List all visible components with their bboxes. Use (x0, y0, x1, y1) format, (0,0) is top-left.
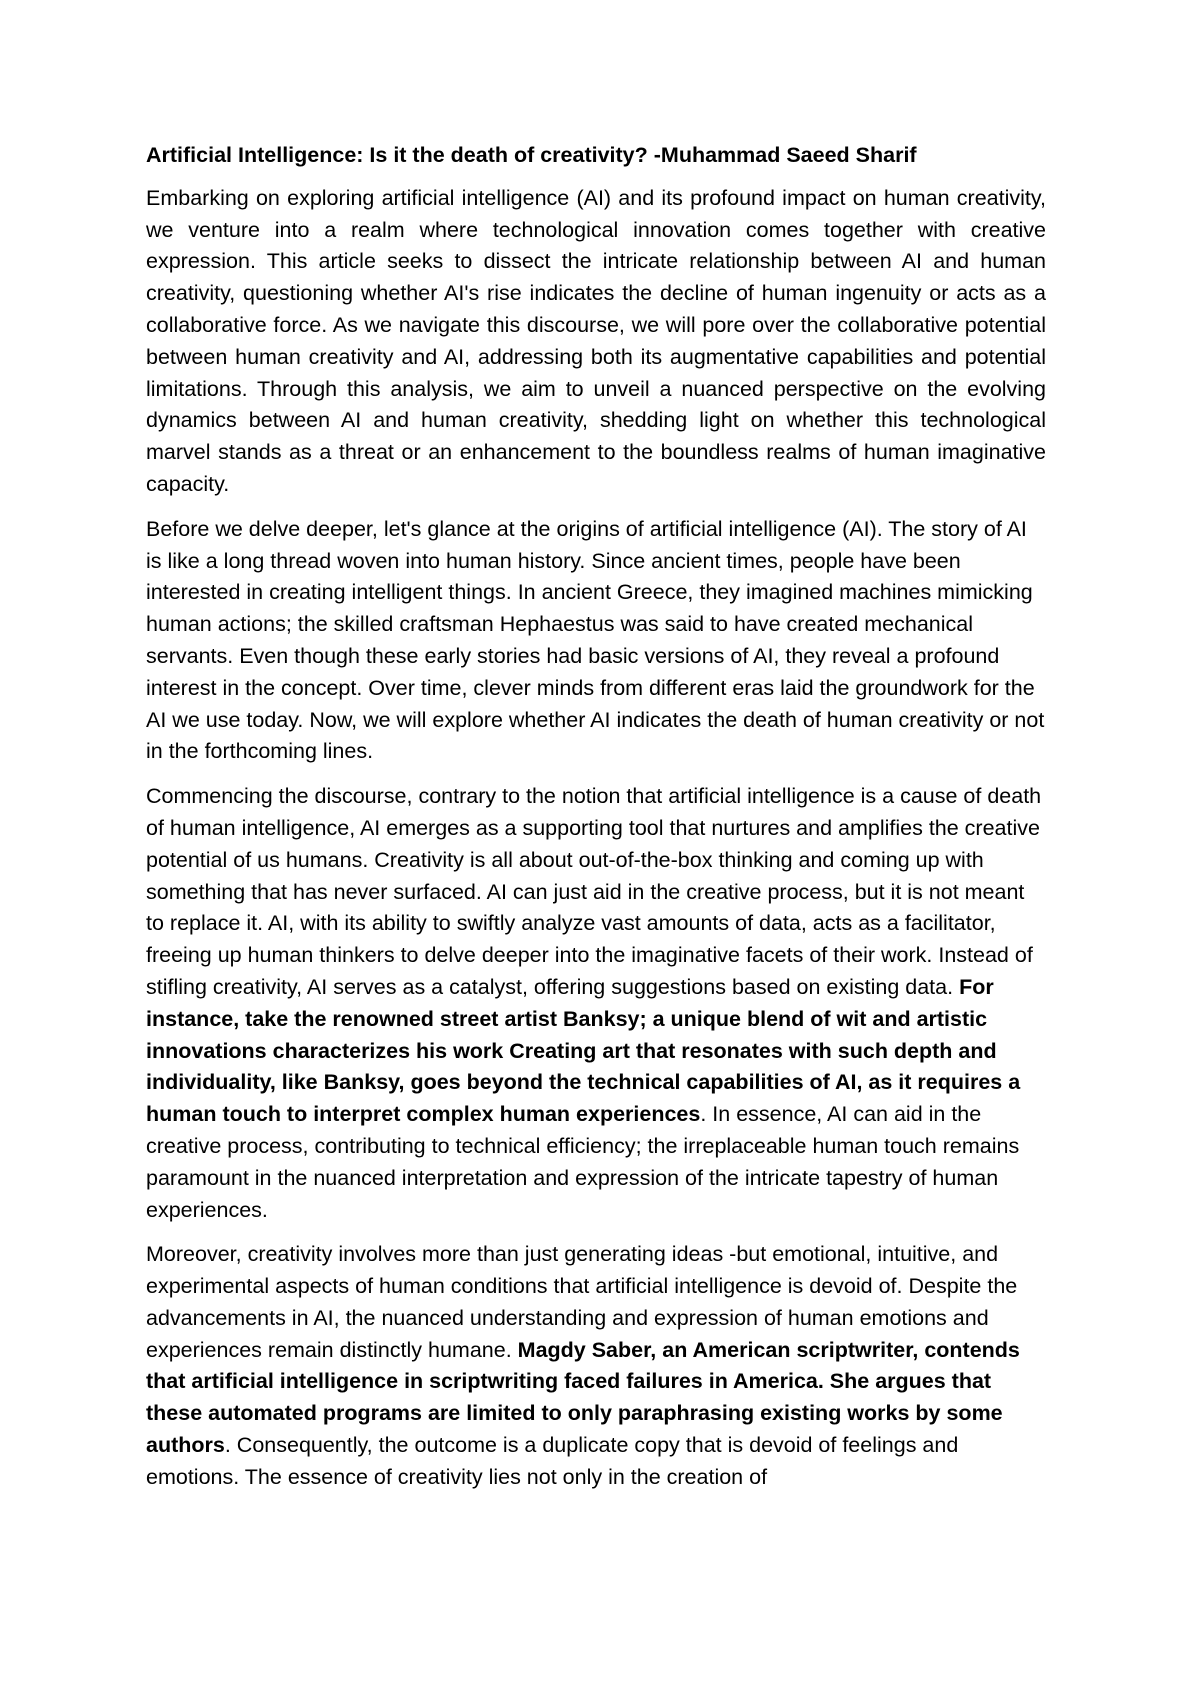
magdy-saber-emphasis: Magdy Saber, an American scriptwriter, contends that artificial intelligence in scriptwriting faced failures in America. She argues that these automated programs are limited to only paraphrasing existing works by some authors (146, 1337, 1020, 1458)
paragraph-origins: Before we delve deeper, let's glance at the origins of artificial intelligence (AI). The story of AI is like a long thread woven into human history. Since ancient times, people have been interested in creating intelligent things. In ancient Greece, they imagined machines mimicking human actions; the skilled craftsman Hephaestus was said to have created mechanical servants. Even though these early stories had basic versions of AI, they reveal a profound interest in the concept. Over time, clever minds from different eras laid the groundwork for the AI we use today. Now, we will explore whether AI indicates the death of human creativity or not in the forthcoming lines. (146, 516, 1045, 764)
paragraph-emotional-aspects-conclusion: . Consequently, the outcome is a duplicate copy that is devoid of feelings and emotions. The essence of creativity lies not only in the creation of (146, 1433, 959, 1489)
paragraph-supporting-tool (146, 781, 1046, 1226)
paragraph-supporting-tool-conclusion: . In essence, AI can aid in the creative process, contributing to technical efficiency; the irreplaceable human touch remains paramount in the nuanced interpretation and expression of the intricate tapestry of human experiences. (146, 1102, 1020, 1222)
paragraph-supporting-tool-text: Commencing the discourse, contrary to the notion that artificial intelligence is a cause of death of human intelligence, AI emerges as a supporting tool that nurtures and amplifies the creative potential of us humans. Creativity is all about out-of-the-box thinking and coming up with something that has never surfaced. AI can just aid in the creative process, but it is not meant to replace it. AI, with its ability to swiftly analyze vast amounts of data, acts as a facilitator, freeing up human thinkers to delve deeper into the imaginative facets of their work. Instead of stifling creativity, AI serves as a catalyst, offering suggestions based on existing data. (146, 784, 1042, 999)
banksy-example-emphasis: For instance, take the renowned street artist Banksy; a unique blend of wit and artistic innovations characterizes his work Creating art that resonates with such depth and individuality, like Banksy, goes beyond the technical capabilities of AI, as it requires a human touch to interpret complex human experiences (146, 974, 1021, 1127)
article-title: Artificial Intelligence: Is it the death of creativity? -Muhammad Saeed Sharif (146, 143, 917, 167)
paragraph-emotional-aspects-text: Moreover, creativity involves more than just generating ideas -but emotional, intuitive, and experimental aspects of human conditions that artificial intelligence is devoid of. Despite the advancements in AI, the nuanced understanding and expression of human emotions and experiences remain distinctly humane. (146, 1242, 1018, 1362)
document-body (146, 140, 1046, 1507)
paragraph-introduction: Embarking on exploring artificial intelligence (AI) and its profound impact on human creativity, we venture into a realm where technological innovation comes together with creative expression. This article seeks to dissect the intricate relationship between AI and human creativity, questioning whether AI's rise indicates the decline of human ingenuity or acts as a collaborative force. As we navigate this discourse, we will pore over the collaborative potential between human creativity and AI, addressing both its augmentative capabilities and potential limitations. Through this analysis, we aim to unveil a nuanced perspective on the evolving dynamics between AI and human creativity, shedding light on whether this technological marvel stands as a threat or an enhancement to the boundless realms of human imaginative capacity. (146, 185, 1046, 496)
paragraph-emotional-aspects (146, 1239, 1046, 1493)
